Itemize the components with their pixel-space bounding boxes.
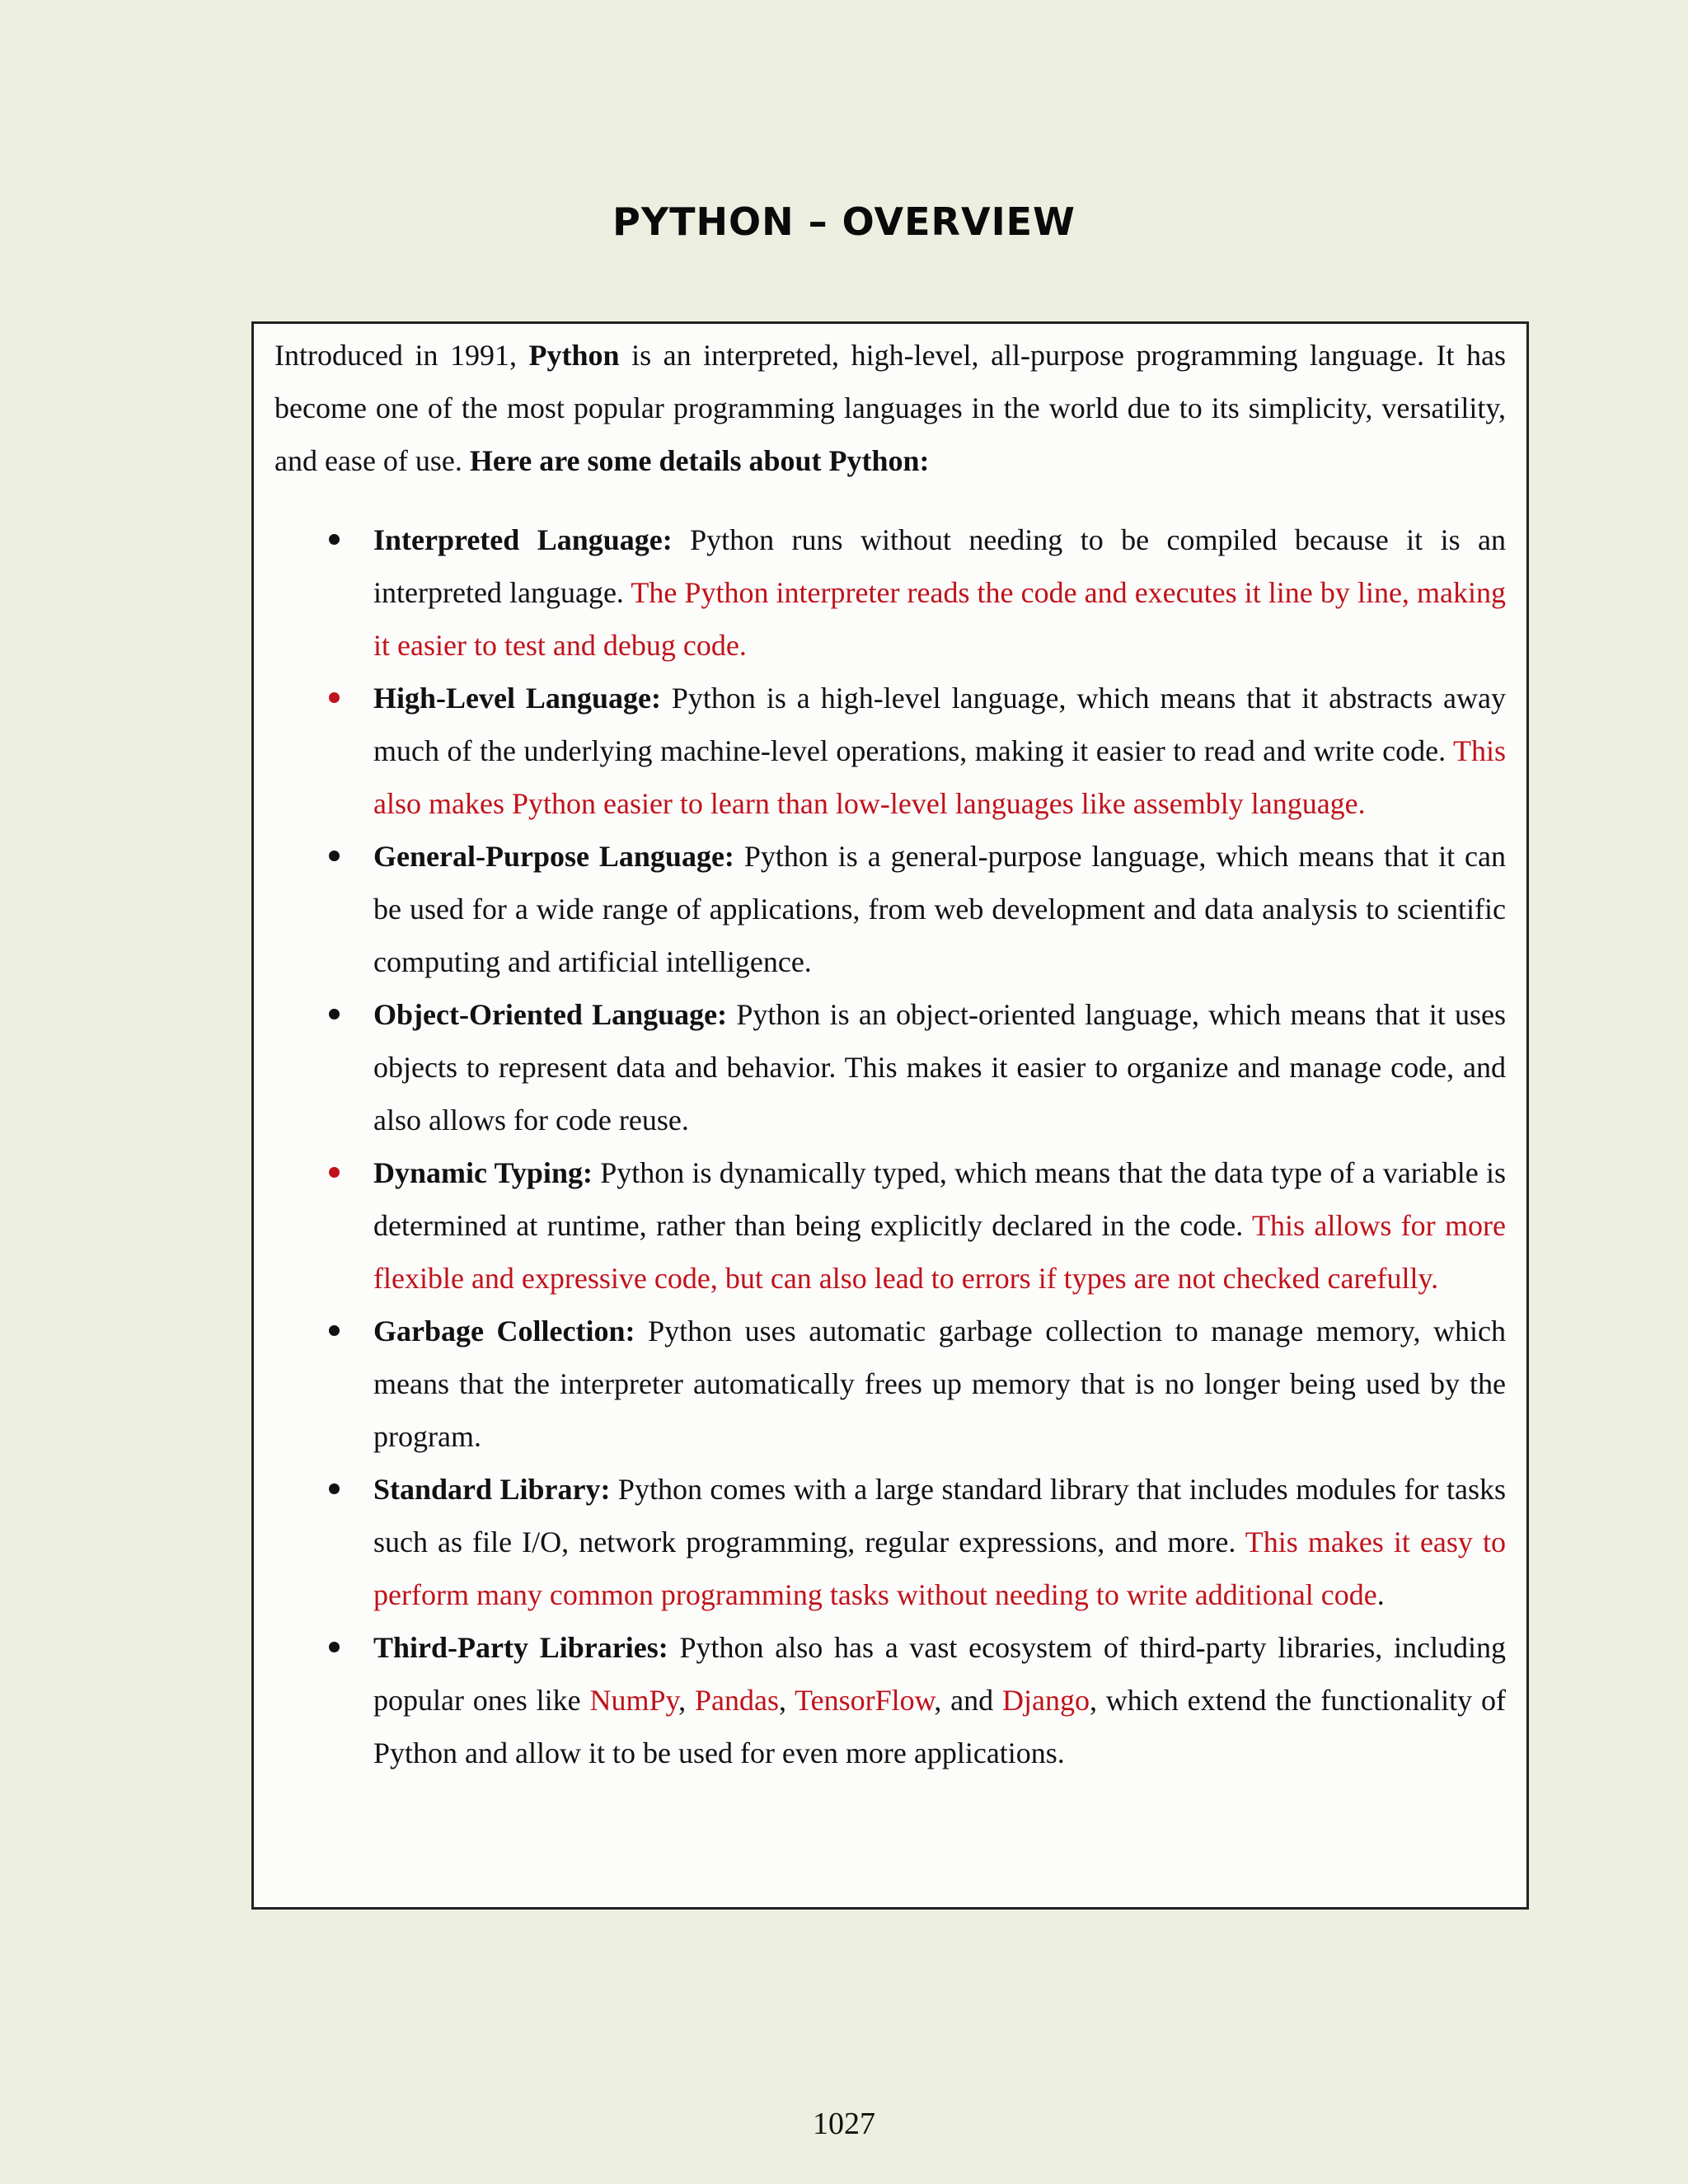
intro-paragraph: [274, 329, 1506, 487]
feature-text-end: , which extend the functionality of Python and allow it to be used for even more applications.: [373, 1684, 1506, 1769]
feature-dynamic-typing: [274, 1146, 1506, 1305]
intro-python-bold: Python: [528, 339, 620, 372]
intro-text-2: is an interpreted, high-level, all-purpose programming language. It has become one of the most popular programming languages in the world due to its simplicity, versatility, and ease of use.: [274, 339, 1507, 477]
feature-text: Python is an object-oriented language, which means that it uses objects to represent data and behavior. This makes it easier to organize and manage code, and also allows for code reuse.: [373, 998, 1507, 1137]
separator: ,: [678, 1684, 695, 1717]
library-pandas: Pandas: [694, 1684, 779, 1717]
bullet-icon: [329, 1642, 340, 1652]
library-django: Django: [1001, 1684, 1090, 1717]
feature-garbage-collection: [274, 1305, 1506, 1463]
library-numpy: NumPy: [589, 1684, 679, 1717]
bullet-icon: [329, 851, 340, 861]
separator: , and: [934, 1684, 1002, 1717]
feature-term: Interpreted Language:: [373, 523, 673, 556]
feature-list: [274, 513, 1506, 1779]
feature-highlight: This allows for more flexible and expressive code, but can also lead to errors if types are not checked carefully.: [373, 1209, 1507, 1295]
feature-term: Object-Oriented Language:: [373, 998, 728, 1031]
bullet-icon: [329, 1483, 340, 1494]
separator: ,: [778, 1684, 795, 1717]
feature-term: Third-Party Libraries:: [373, 1631, 668, 1664]
feature-text: Python is a general-purpose language, which means that it can be used for a wide range of applications, from web development and data analysis to scientific computing and artificial intelligence.: [373, 840, 1506, 978]
feature-object-oriented: [274, 988, 1506, 1146]
feature-text: Python comes with a large standard library that includes modules for tasks such as file I/O, network programming, regular expressions, and more.: [373, 1473, 1506, 1558]
feature-text: Python is a high-level language, which means that it abstracts away much of the underlying machine-level operations, making it easier to read and write code.: [373, 682, 1506, 767]
feature-term: Standard Library:: [373, 1473, 611, 1506]
feature-text: Python uses automatic garbage collection to manage memory, which means that the interpreter automatically frees up memory that is no longer being used by the program.: [373, 1315, 1506, 1453]
feature-term: Dynamic Typing:: [373, 1156, 593, 1189]
feature-tail: .: [1376, 1578, 1385, 1611]
feature-highlight: This makes it easy to perform many common programming tasks without needing to write additional code: [373, 1526, 1506, 1611]
feature-highlight: The Python interpreter reads the code and executes it line by line, making it easier to test and debug code.: [373, 576, 1506, 662]
feature-text: Python runs without needing to be compiled because it is an interpreted language.: [373, 523, 1506, 609]
feature-interpreted: [274, 513, 1506, 672]
feature-standard-library: [274, 1463, 1506, 1621]
bullet-icon: [329, 692, 340, 703]
bullet-icon: [329, 534, 340, 545]
page-title: PYTHON – OVERVIEW: [612, 199, 1076, 244]
feature-text: Python is dynamically typed, which means that the data type of a variable is determined at runtime, rather than being explicitly declared in the code.: [373, 1156, 1506, 1242]
feature-text: Python also has a vast ecosystem of third-party libraries, including popular ones like: [373, 1631, 1506, 1717]
intro-text-1: Introduced in 1991,: [274, 339, 529, 372]
feature-highlight: This also makes Python easier to learn than low-level languages like assembly language.: [373, 734, 1506, 820]
bullet-icon: [329, 1325, 340, 1336]
feature-high-level: [274, 672, 1506, 830]
feature-term: General-Purpose Language:: [373, 840, 734, 873]
page-number: 1027: [813, 2107, 875, 2141]
bullet-icon: [329, 1167, 340, 1178]
feature-term: Garbage Collection:: [373, 1315, 635, 1347]
bullet-icon: [329, 1009, 340, 1019]
feature-term: High-Level Language:: [373, 682, 661, 715]
content-box: [251, 321, 1529, 1910]
library-tensorflow: TensorFlow: [795, 1684, 935, 1717]
feature-general-purpose: [274, 830, 1506, 988]
feature-third-party: [274, 1621, 1506, 1779]
intro-details-heading: Here are some details about Python:: [469, 444, 930, 477]
